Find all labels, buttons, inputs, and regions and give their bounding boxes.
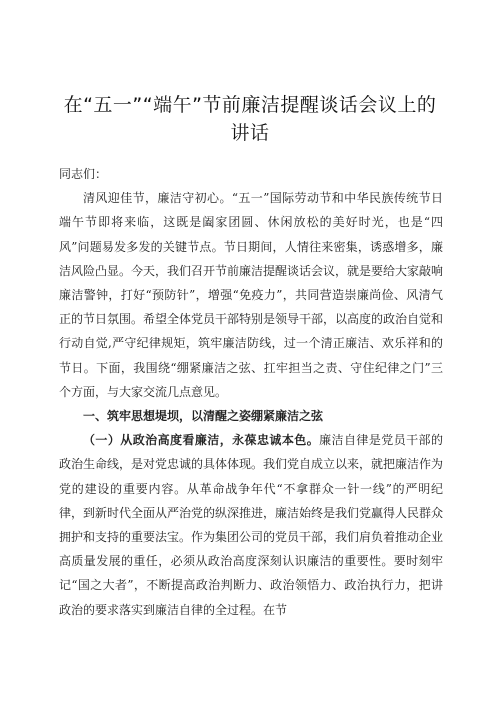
salutation: 同志们： — [59, 167, 108, 181]
section-heading-1: 一、筑牢思想堤坝，以清醒之姿绷紧廉洁之弦 — [83, 409, 324, 424]
document-body — [59, 162, 443, 622]
paragraph-section-1-1 — [59, 428, 443, 622]
subsection-heading-1: （一）从政治高度看廉洁，永葆忠诚本色。 — [83, 433, 320, 448]
paragraph-section-1-1-text: 廉洁自律是党员干部的政治生命线，是对党忠诚的具体体现。我们党自成立以来，就把廉洁作为党的建设的重要内容。从革命战争年代“不拿群众一针一线”的严明纪律，到新时代全面从严治党的纵深推进，廉洁始终是我们党赢得人民群众拥护和支持的重要法宝。作为集团公司的党员干部，我们肩负着推动企业高质量发展的重任，必须从政治高度深刻认识廉洁的重要性。要时刻牢记“国之大者”，不断提高政治判断力、政治领悟力、政治执行力，把讲政治的要求落实到廉洁自律的全过程。在节 — [59, 433, 444, 617]
document-title: 在“五一”“端午”节前廉洁提醒谈话会议上的讲话 — [63, 94, 437, 144]
paragraph-intro: 清风迎佳节，廉洁守初心。“五一”国际劳动节和中华民族传统节日端午节即将来临，这既是阖家团圆、休闲放松的美好时光，也是“四风”问题易发多发的关键节点。节日期间，人情往来密集，诱惑增多，廉洁风险凸显。今天，我们召开节前廉洁提醒谈话会议，就是要给大家敲响廉洁警钟，打好“预防针”，增强“免疫力”，共同营造崇廉尚俭、风清气正的节日氛围。希望全体党员干部特别是领导干部，以高度的政治自觉和行动自觉,严守纪律规矩，筑牢廉洁防线，过一个清正廉洁、欢乐祥和的节日。下面，我围绕“绷紧廉洁之弦、扛牢担当之责、守住纪律之门”三个方面，与大家交流几点意见。 — [59, 191, 444, 399]
